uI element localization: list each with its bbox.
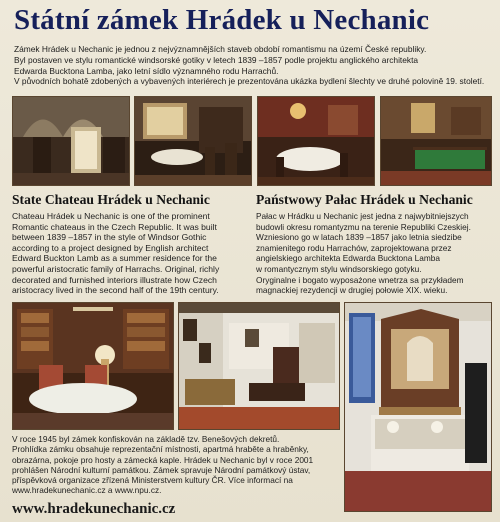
photo-chapel	[344, 302, 492, 512]
intro-paragraph	[14, 44, 490, 87]
page-title: Státní zámek Hrádek u Nechanic	[14, 4, 430, 36]
english-line: Romantic chateaus in the Czech Republic. It was built	[12, 221, 217, 232]
footer-line: www.hradekunechanic.cz a www.npu.cz.	[12, 485, 162, 496]
photo-library	[12, 302, 174, 430]
polish-heading: Państwowy Pałac Hrádek u Nechanic	[256, 192, 473, 207]
polish-line: budowli okresu romantyzmu na terenie Republiki Czeskiej.	[256, 221, 471, 232]
intro-line: Zámek Hrádek u Nechanic je jednou z nejvýznamnějších staveb období romantismu na území České republiky.	[14, 44, 427, 54]
english-line: powerful aristocratic family of Harrachs. Original, richly	[12, 263, 220, 274]
polish-paragraph	[256, 211, 494, 296]
polish-line: angielskiego architekta Edwarda Bucktona Lamba	[256, 253, 441, 264]
website-url: www.hradekunechanic.cz	[12, 501, 176, 517]
footer-line: příspěvková organizace zřízená Ministerstvem kultury ČR. Více informací na	[12, 475, 293, 486]
polish-line: magnackiej rezydencji w drugiej połowie XIX. wieku.	[256, 285, 448, 296]
english-heading: State Chateau Hrádek u Nechanic	[12, 192, 210, 207]
photo-salon	[257, 96, 375, 186]
english-paragraph	[12, 211, 250, 296]
polish-line: Wzniesiono go w latach 1839 –1857 jako letnia siedzibe	[256, 232, 462, 243]
intro-line: Byl postaven ve stylu romantické windsorské gotiky v letech 1839 –1857 podle projektu anglického architekta	[14, 54, 419, 65]
footer-line: Prohlídka zámku obsahuje reprezentační místnosti, apartmá hraběte a hraběnky,	[12, 444, 309, 455]
photo-drawing-room	[178, 302, 340, 430]
intro-line: V původních bohatě zdobených a vybavených interiérech je prezentována ukázka bydlení šlechty ve druhé polovině 19. století.	[14, 76, 485, 87]
english-line: between 1839 –1857 in the style of Windsor Gothic	[12, 232, 207, 243]
english-line: Chateau Hrádek u Nechanic is one of the prominent	[12, 211, 210, 221]
footer-line: obrazárna, pokoje pro hosty a zámecká kaple. Hrádek u Nechanic byl v roce 2001	[12, 454, 314, 465]
footer-paragraph	[12, 434, 342, 496]
polish-line: znamienitego rodu Harrachów, zaprojektowana przez	[256, 242, 452, 253]
polish-line: w romantycznym stylu windsorskiego gotyku.	[256, 263, 422, 274]
polish-line: Pałac w Hrádku u Nechanic jest jedna z najwybitniejszych	[256, 211, 469, 221]
photo-dining-room	[134, 96, 252, 186]
english-line: according to a project designed by English architect	[12, 242, 209, 253]
intro-line: Edwarda Bucktona Lamba, jako letní sídlo významného rodu Harrachů.	[14, 65, 279, 76]
polish-line: Oryginalne i bogato wyposażone wnetrza sa przykładem	[256, 274, 464, 285]
english-line: decorated and furnished interiors illustrate how Czech	[12, 274, 217, 285]
footer-line: V roce 1945 byl zámek konfiskován na základě tzv. Benešových dekretů.	[12, 434, 280, 444]
english-line: aristocracy lived in the second half of the 19th century.	[12, 285, 219, 296]
english-line: Edward Buckton Lamb as a summer residence for the	[12, 253, 217, 264]
footer-line: prohlášen Národní kulturní památkou. Zámek spravuje Národní památkový ústav,	[12, 464, 311, 475]
photo-billiard-room	[380, 96, 492, 186]
photo-gothic-hall	[12, 96, 130, 186]
